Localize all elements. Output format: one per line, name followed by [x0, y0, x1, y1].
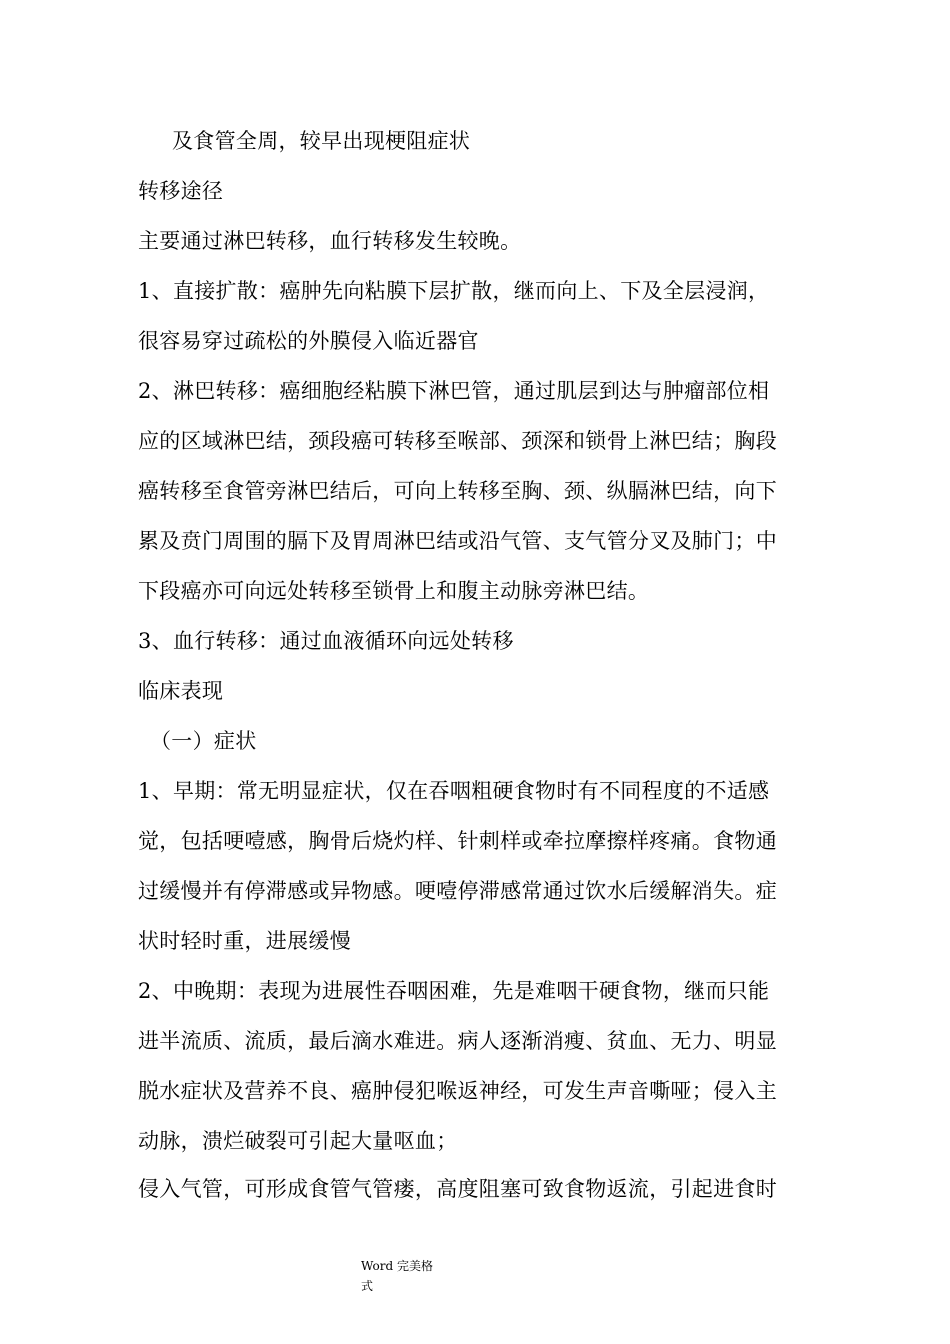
- text-line: 1、直接扩散：癌肿先向粘膜下层扩散，继而向上、下及全层浸润，: [138, 279, 770, 303]
- text-line: 主要通过淋巴转移，血行转移发生较晚。: [138, 229, 522, 253]
- footer-line: 式: [361, 1279, 374, 1293]
- text-line: 状时轻时重，进展缓慢: [138, 929, 351, 953]
- text-line: 及食管全周，较早出现梗阻症状: [172, 129, 471, 153]
- text-line: 觉，包括哽噎感，胸骨后烧灼样、针刺样或牵拉摩擦样疼痛。食物通: [138, 829, 777, 853]
- text-line: 下段癌亦可向远处转移至锁骨上和腹主动脉旁淋巴结。: [138, 579, 650, 603]
- text-line: 很容易穿过疏松的外膜侵入临近器官: [138, 329, 479, 353]
- text-line: 癌转移至食管旁淋巴结后，可向上转移至胸、颈、纵膈淋巴结，向下: [138, 479, 777, 503]
- subsection-heading: （一）症状: [150, 729, 257, 753]
- section-heading: 转移途径: [138, 179, 224, 203]
- page-footer: [361, 1256, 461, 1296]
- text-line: 累及贲门周围的膈下及胃周淋巴结或沿气管、支气管分叉及肺门；中: [138, 529, 777, 553]
- text-line: 应的区域淋巴结，颈段癌可转移至喉部、颈深和锁骨上淋巴结；胸段: [138, 429, 777, 453]
- text-line: 3、血行转移：通过血液循环向远处转移: [138, 629, 514, 653]
- text-line: 2、中晚期：表现为进展性吞咽困难，先是难咽干硬食物，继而只能: [138, 979, 770, 1003]
- text-line: 进半流质、流质，最后滴水难进。病人逐渐消瘦、贫血、无力、明显: [138, 1029, 777, 1053]
- section-heading: 临床表现: [138, 679, 224, 703]
- text-line: 侵入气管，可形成食管气管瘘，高度阻塞可致食物返流，引起进食时: [138, 1177, 777, 1201]
- text-line: 2、淋巴转移：癌细胞经粘膜下淋巴管，通过肌层到达与肿瘤部位相: [138, 379, 770, 403]
- text-line: 动脉，溃烂破裂可引起大量呕血；: [138, 1129, 458, 1153]
- text-line: 1、早期：常无明显症状，仅在吞咽粗硬食物时有不同程度的不适感: [138, 779, 770, 803]
- footer-line: Word 完美格: [361, 1259, 433, 1273]
- text-line: 脱水症状及营养不良、癌肿侵犯喉返神经，可发生声音嘶哑；侵入主: [138, 1079, 777, 1103]
- text-line: 过缓慢并有停滞感或异物感。哽噎停滞感常通过饮水后缓解消失。症: [138, 879, 777, 903]
